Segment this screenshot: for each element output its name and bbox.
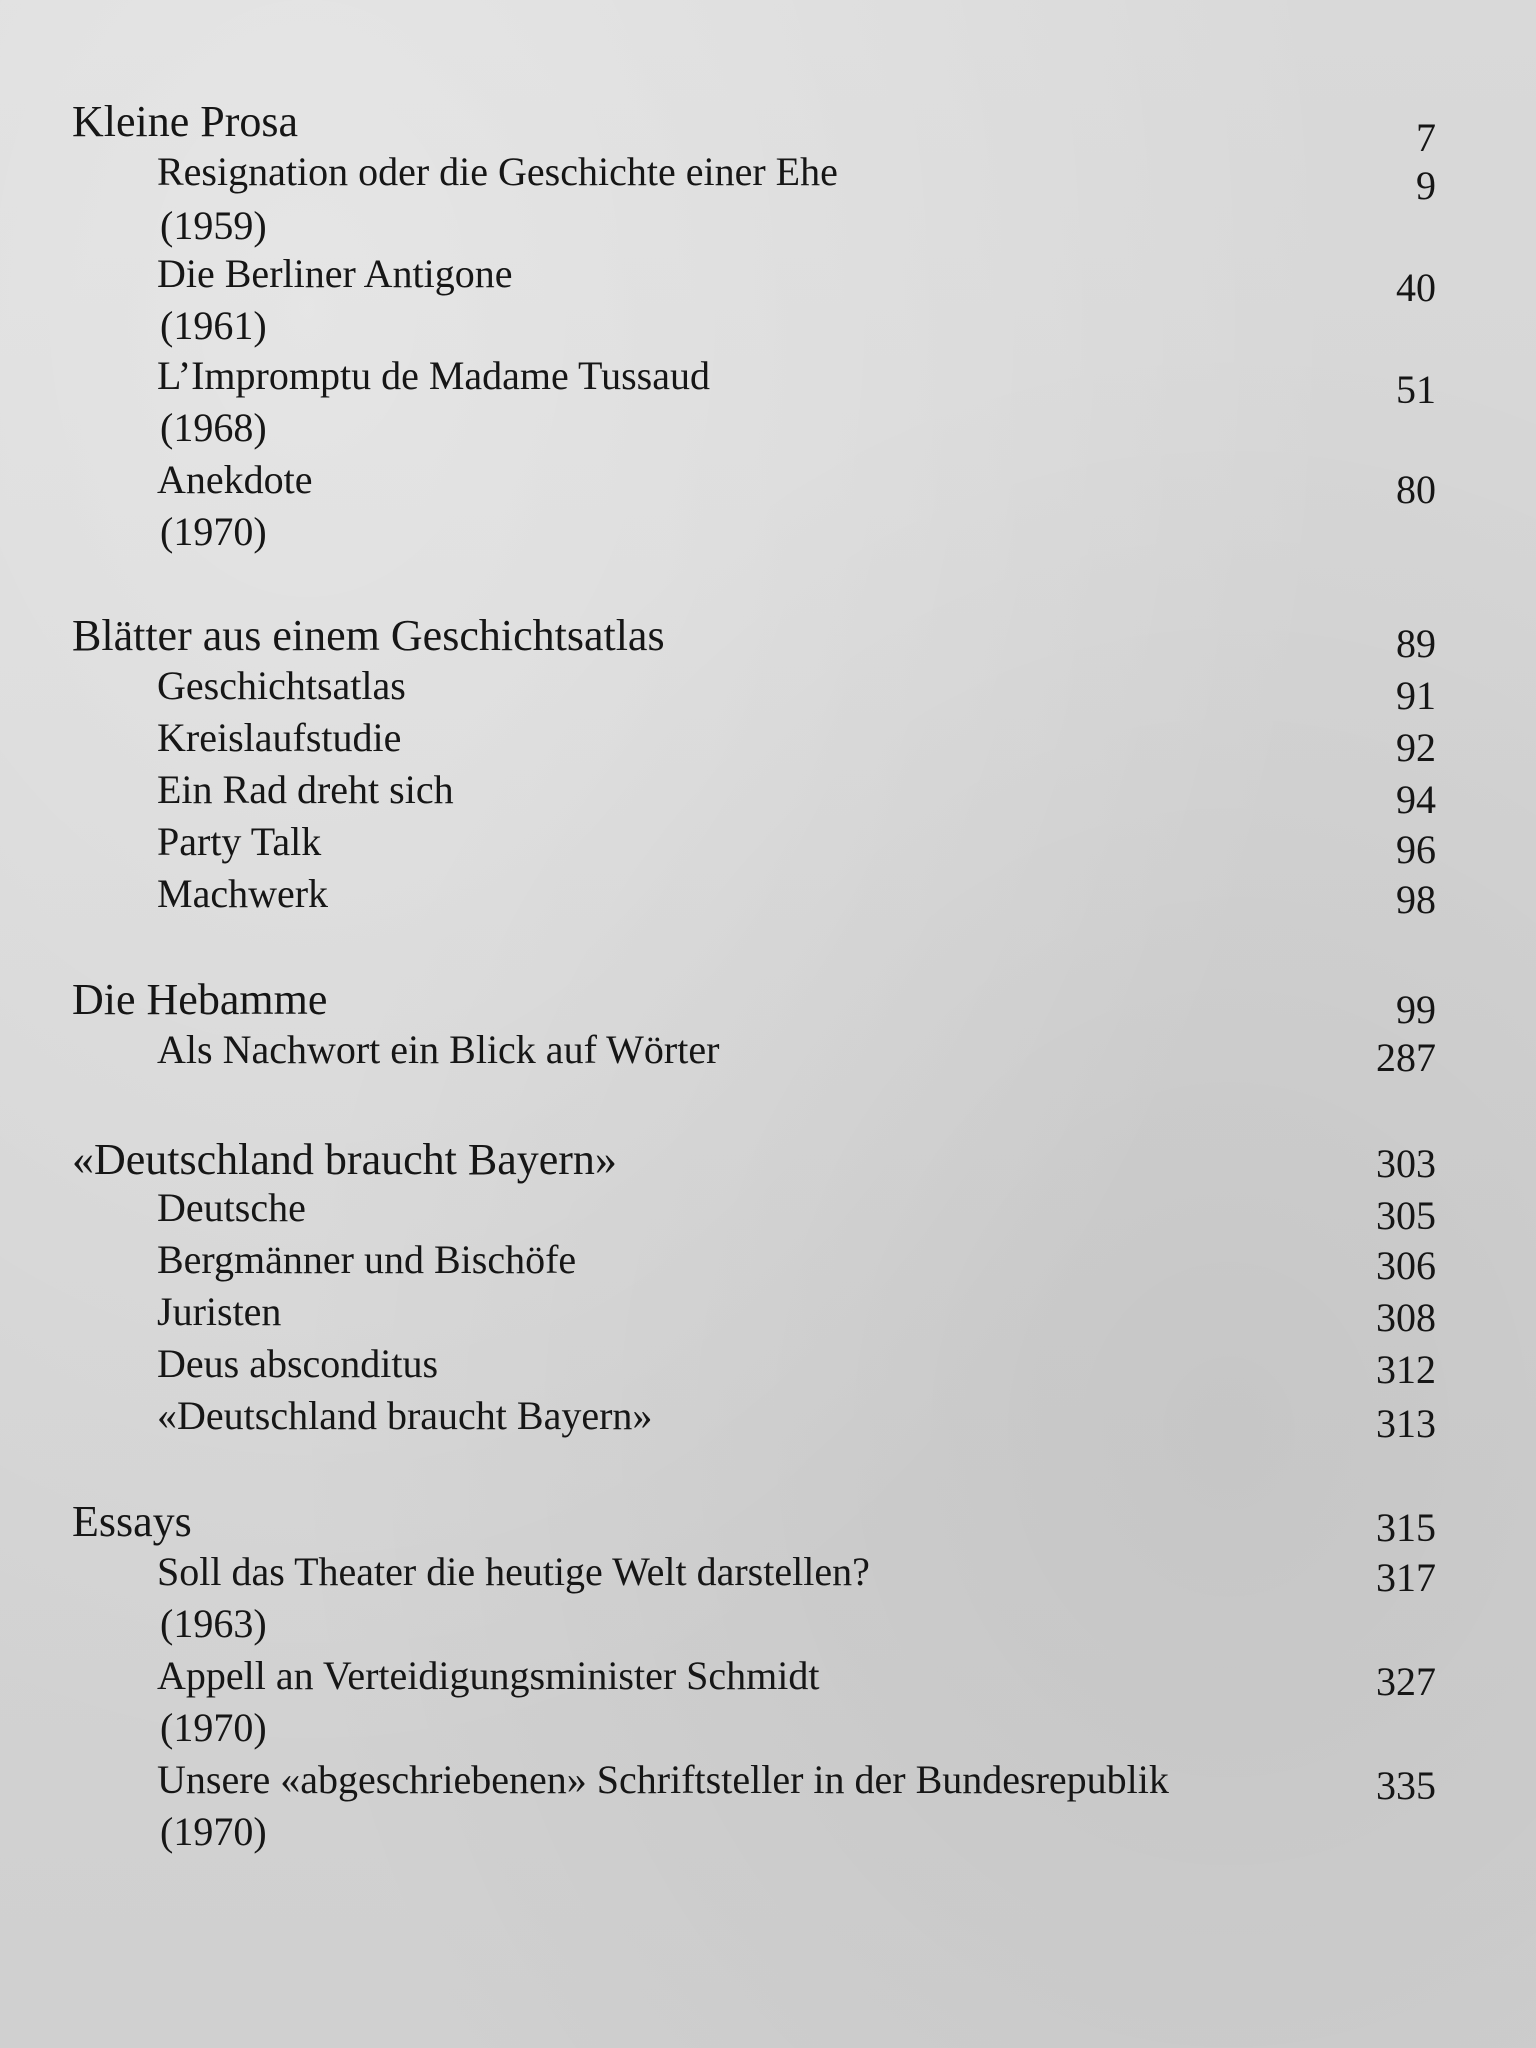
- section-page-number: 315: [1376, 1505, 1436, 1550]
- section-page-number: 303: [1376, 1141, 1436, 1186]
- entry-title: Ein Rad dreht sich: [157, 767, 454, 812]
- entry-page-number: 308: [1376, 1295, 1436, 1340]
- entry-page-number: 51: [1396, 367, 1436, 412]
- entry-title: Geschichtsatlas: [157, 663, 406, 708]
- entry-page-number: 305: [1376, 1193, 1436, 1238]
- entry-title: Soll das Theater die heutige Welt darstellen?: [157, 1549, 870, 1594]
- section-title: «Deutschland braucht Bayern»: [72, 1135, 617, 1184]
- entry-page-number: 327: [1376, 1659, 1436, 1704]
- entry-page-number: 9: [1416, 163, 1436, 208]
- section-page-number: 89: [1396, 621, 1436, 666]
- entry-title: Juristen: [157, 1289, 282, 1334]
- entry-title: Resignation oder die Geschichte einer Ehe: [157, 149, 838, 194]
- entry-page-number: 91: [1396, 673, 1436, 718]
- entry-year: (1970): [160, 1809, 267, 1854]
- entry-page-number: 312: [1376, 1347, 1436, 1392]
- section-title: Die Hebamme: [72, 975, 328, 1024]
- entry-year: (1963): [160, 1601, 267, 1646]
- entry-title: Anekdote: [157, 457, 313, 502]
- entry-page-number: 96: [1396, 827, 1436, 872]
- entry-page-number: 80: [1396, 467, 1436, 512]
- section-page-number: 7: [1416, 115, 1436, 160]
- entry-page-number: 306: [1376, 1243, 1436, 1288]
- section-title: Blätter aus einem Geschichtsatlas: [72, 611, 665, 660]
- entry-title: L’Impromptu de Madame Tussaud: [157, 353, 710, 398]
- entry-title: «Deutschland braucht Bayern»: [157, 1393, 653, 1438]
- entry-page-number: 335: [1376, 1763, 1436, 1808]
- entry-page-number: 40: [1396, 265, 1436, 310]
- entry-page-number: 287: [1376, 1035, 1436, 1080]
- entry-year: (1970): [160, 509, 267, 554]
- entry-page-number: 317: [1376, 1555, 1436, 1600]
- section-title: Kleine Prosa: [72, 97, 299, 146]
- entry-title: Deus absconditus: [157, 1341, 439, 1386]
- entry-year: (1970): [160, 1705, 267, 1750]
- entry-year: (1961): [160, 303, 267, 348]
- section-title: Essays: [72, 1497, 192, 1546]
- entry-title: Unsere «abgeschriebenen» Schriftsteller in der Bundesrepublik: [157, 1757, 1169, 1802]
- entry-title: Party Talk: [157, 819, 322, 864]
- entry-title: Machwerk: [157, 871, 329, 916]
- entry-page-number: 98: [1396, 877, 1436, 922]
- entry-title: Appell an Verteidigungsminister Schmidt: [157, 1653, 820, 1698]
- section-page-number: 99: [1396, 987, 1436, 1032]
- entry-year: (1959): [160, 203, 267, 248]
- entry-title: Kreislaufstudie: [157, 715, 402, 760]
- entry-page-number: 94: [1396, 777, 1436, 822]
- entry-title: Bergmänner und Bischöfe: [157, 1237, 577, 1282]
- entry-year: (1968): [160, 405, 267, 450]
- entry-title: Als Nachwort ein Blick auf Wörter: [157, 1027, 720, 1072]
- entry-page-number: 92: [1396, 725, 1436, 770]
- entry-title: Deutsche: [157, 1185, 306, 1230]
- entry-title: Die Berliner Antigone: [157, 251, 513, 296]
- entry-page-number: 313: [1376, 1401, 1436, 1446]
